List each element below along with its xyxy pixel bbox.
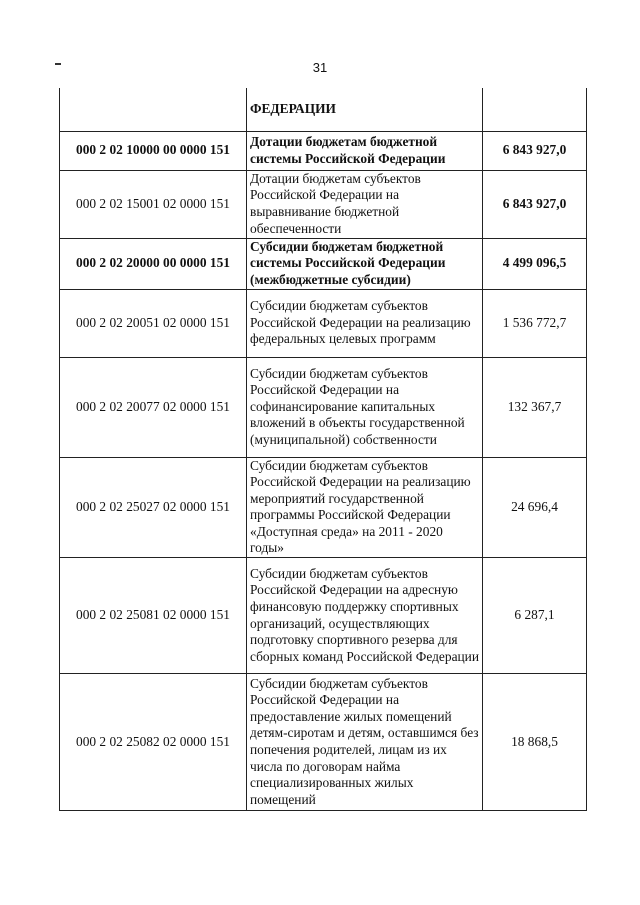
table-row xyxy=(60,170,587,238)
code-cell: 000 2 02 15001 02 0000 151 xyxy=(60,170,247,238)
page-number: 31 xyxy=(312,60,328,75)
code-cell: 000 2 02 20051 02 0000 151 xyxy=(60,289,247,357)
table-row xyxy=(60,131,587,170)
name-cell: Субсидии бюджетам бюджетной системы Российской Федерации (межбюджетные субсидии) xyxy=(247,238,483,289)
amount-cell: 132 367,7 xyxy=(483,357,587,457)
amount-cell: 1 536 772,7 xyxy=(483,289,587,357)
name-cell: Дотации бюджетам бюджетной системы Российской Федерации xyxy=(247,131,483,170)
name-cell: Дотации бюджетам субъектов Российской Федерации на выравнивание бюджетной обеспеченности xyxy=(247,170,483,238)
amount-cell: 6 843 927,0 xyxy=(483,131,587,170)
name-cell: ФЕДЕРАЦИИ xyxy=(247,88,483,131)
code-cell: 000 2 02 25082 02 0000 151 xyxy=(60,674,247,811)
name-cell: Субсидии бюджетам субъектов Российской Федерации на реализацию федеральных целевых программ xyxy=(247,289,483,357)
code-cell: 000 2 02 25027 02 0000 151 xyxy=(60,457,247,558)
name-cell: Субсидии бюджетам субъектов Российской Федерации на реализацию мероприятий государственной программы Российской Федерации «Доступная среда» на 2011 - 2020 годы» xyxy=(247,457,483,558)
name-cell: Субсидии бюджетам субъектов Российской Федерации на адресную финансовую поддержку спортивных организаций, осуществляющих подготовку спортивного резерва для сборных команд Российской Федерации xyxy=(247,558,483,674)
name-cell: Субсидии бюджетам субъектов Российской Федерации на софинансирование капитальных вложений в объекты государственной (муниципальной) собственности xyxy=(247,357,483,457)
code-cell: 000 2 02 10000 00 0000 151 xyxy=(60,131,247,170)
code-cell: 000 2 02 25081 02 0000 151 xyxy=(60,558,247,674)
budget-table xyxy=(59,88,587,811)
code-cell xyxy=(60,88,247,131)
amount-cell: 24 696,4 xyxy=(483,457,587,558)
table-row xyxy=(60,289,587,357)
amount-cell: 4 499 096,5 xyxy=(483,238,587,289)
name-cell: Субсидии бюджетам субъектов Российской Федерации на предоставление жилых помещений детям-сиротам и детям, оставшимся без попечения родителей, лицам из их числа по договорам найма специализированных жилых помещений xyxy=(247,674,483,811)
table-row xyxy=(60,558,587,674)
table-row xyxy=(60,457,587,558)
amount-cell: 6 287,1 xyxy=(483,558,587,674)
amount-cell: 18 868,5 xyxy=(483,674,587,811)
amount-cell xyxy=(483,88,587,131)
code-cell: 000 2 02 20000 00 0000 151 xyxy=(60,238,247,289)
code-cell: 000 2 02 20077 02 0000 151 xyxy=(60,357,247,457)
table-row xyxy=(60,674,587,811)
table-row xyxy=(60,88,587,131)
amount-cell: 6 843 927,0 xyxy=(483,170,587,238)
table-row xyxy=(60,238,587,289)
table-row xyxy=(60,357,587,457)
